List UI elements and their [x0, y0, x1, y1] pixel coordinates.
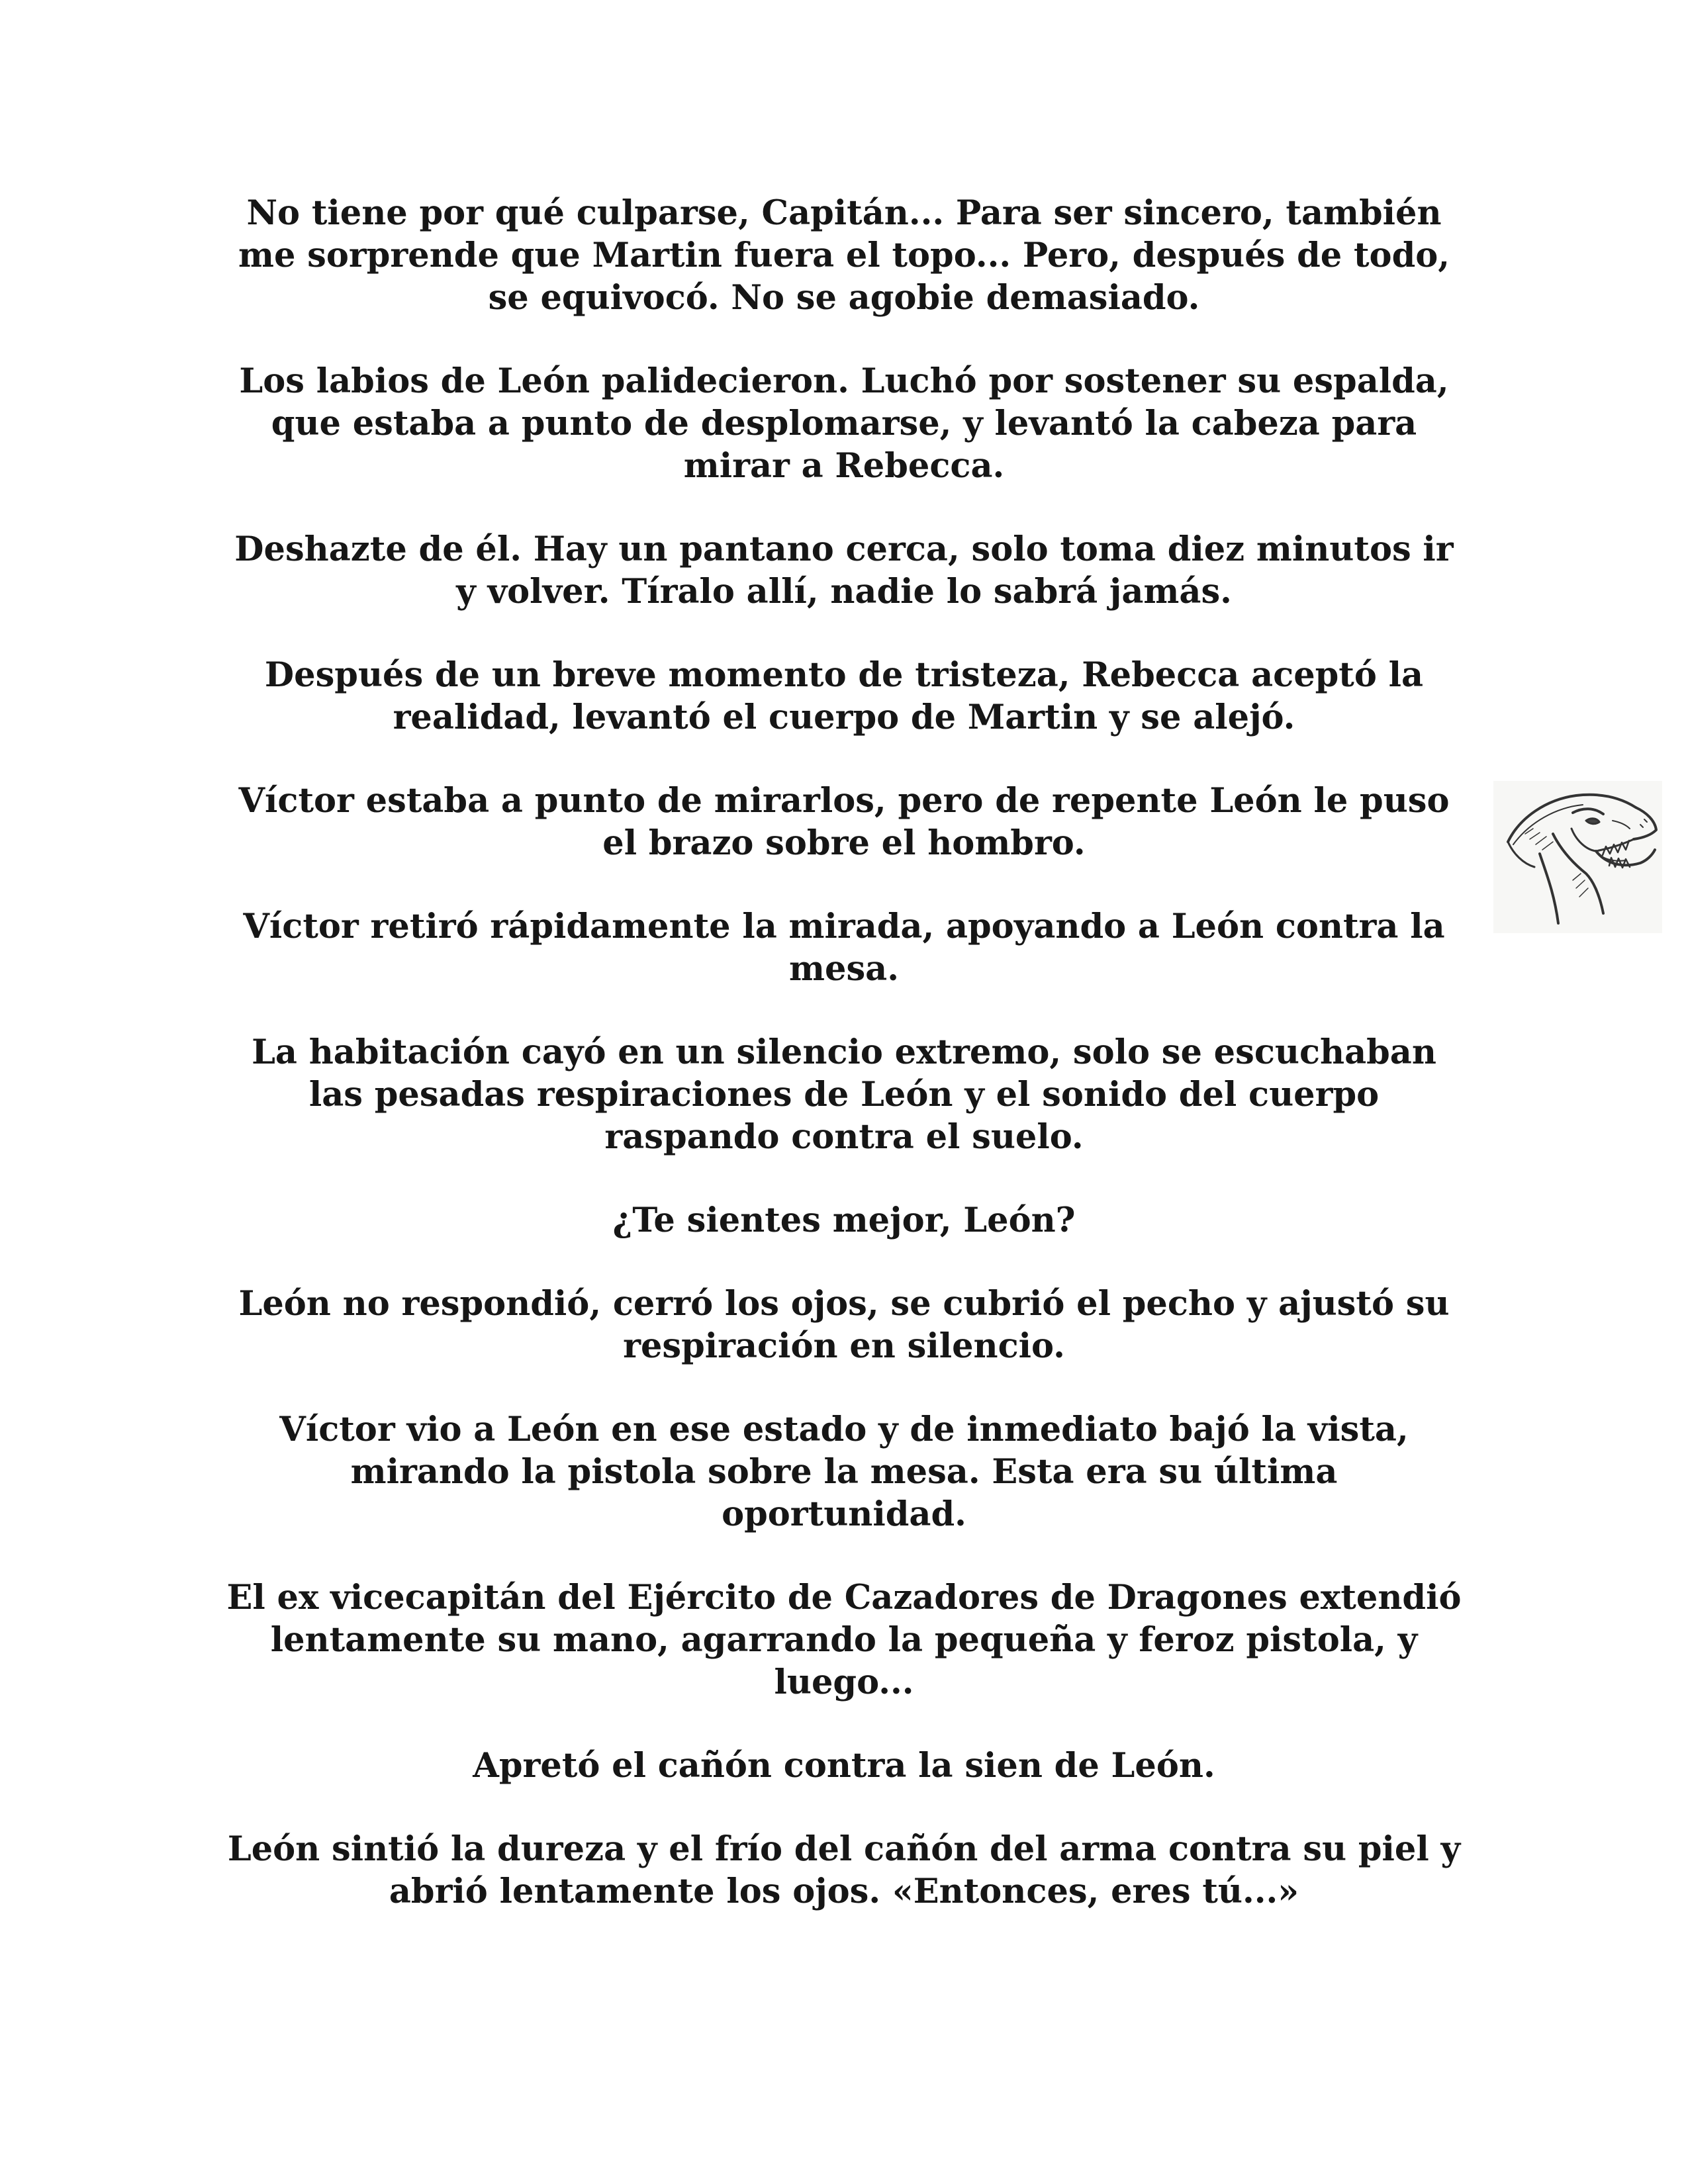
paragraph: Víctor estaba a punto de mirarlos, pero de repente León le puso el brazo sobre el hombro. [238, 781, 1450, 863]
paragraph: Víctor vio a León en ese estado y de inmediato bajó la vista, mirando la pistola sobre la mesa. Esta era su última oportunidad. [279, 1410, 1409, 1534]
paragraph: León no respondió, cerró los ojos, se cubrió el pecho y ajustó su respiración en silencio. [238, 1284, 1450, 1366]
paragraph: La habitación cayó en un silencio extremo, solo se escuchaban las pesadas respiraciones de León y el sonido del cuerpo raspando contra el suelo. [252, 1032, 1436, 1157]
dinosaur-head-sketch-icon [1493, 781, 1662, 933]
story-text [225, 192, 1463, 1954]
paragraph: Víctor retiró rápidamente la mirada, apoyando a León contra la mesa. [243, 907, 1445, 989]
paragraph: ¿Te sientes mejor, León? [612, 1201, 1076, 1240]
paragraph: Los labios de León palidecieron. Luchó por sostener su espalda, que estaba a punto de desplomarse, y levantó la cabeza para mirar a Rebecca. [239, 361, 1449, 486]
paragraph: Después de un breve momento de tristeza, Rebecca aceptó la realidad, levantó el cuerpo de Martin y se alejó. [264, 655, 1424, 737]
paragraph: Apretó el cañón contra la sien de León. [473, 1746, 1215, 1786]
paragraph: El ex vicecapitán del Ejército de Cazadores de Dragones extendió lentamente su mano, agarrando la pequeña y feroz pistola, y luego... [226, 1578, 1462, 1702]
paragraph: León sintió la dureza y el frío del cañón del arma contra su piel y abrió lentamente los ojos. «Entonces, eres tú...» [227, 1829, 1461, 1911]
paragraph: No tiene por qué culparse, Capitán... Para ser sincero, también me sorprende que Martin fuera el topo... Pero, después de todo, se equivocó. No se agobie demasiado. [238, 193, 1450, 318]
paragraph: Deshazte de él. Hay un pantano cerca, solo toma diez minutos ir y volver. Tíralo allí, nadie lo sabrá jamás. [234, 529, 1454, 612]
